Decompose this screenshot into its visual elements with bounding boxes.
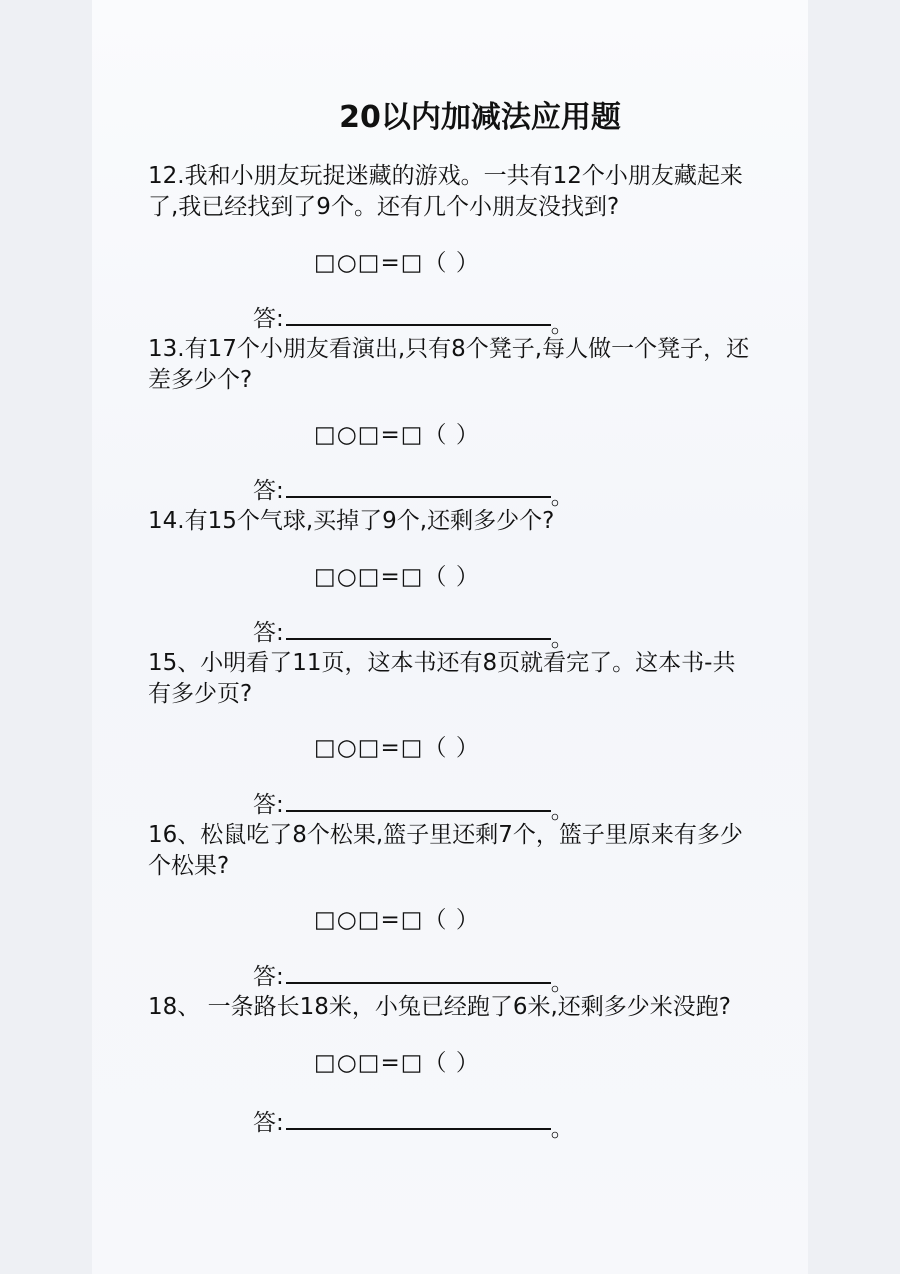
answer-label: 答: xyxy=(253,306,284,332)
answer-label: 答: xyxy=(253,792,284,818)
formula-blank: □○□=□（ ） xyxy=(314,907,480,933)
question-14: 14.有15个气球,买掉了9个,还剩多少个? xyxy=(148,508,555,534)
question-13: 13.有17个小朋友看演出,只有8个凳子,每人做一个凳子，还差多少个? xyxy=(148,336,750,393)
answer-line xyxy=(253,1108,574,1142)
answer-blank[interactable] xyxy=(286,496,551,498)
answer-blank[interactable] xyxy=(286,638,551,640)
answer-label: 答: xyxy=(253,1110,284,1136)
answer-line xyxy=(253,476,574,510)
answer-label: 答: xyxy=(253,620,284,646)
formula-blank: □○□=□（ ） xyxy=(314,564,480,590)
answer-line xyxy=(253,304,574,338)
answer-line xyxy=(253,962,574,996)
answer-blank[interactable] xyxy=(286,1128,551,1130)
formula-blank: □○□=□（ ） xyxy=(314,735,480,761)
answer-period: 。 xyxy=(550,970,574,996)
question-16: 16、松鼠吃了8个松果,篮子里还剩7个，篮子里原来有多少个松果? xyxy=(148,822,743,879)
answer-line xyxy=(253,618,574,652)
answer-period: 。 xyxy=(550,312,574,338)
formula-blank: □○□=□（ ） xyxy=(314,250,480,276)
answer-blank[interactable] xyxy=(286,982,551,984)
answer-blank[interactable] xyxy=(286,810,551,812)
answer-blank[interactable] xyxy=(286,324,551,326)
formula-blank: □○□=□（ ） xyxy=(314,1050,480,1076)
answer-period: 。 xyxy=(550,626,574,652)
answer-period: 。 xyxy=(550,1116,574,1142)
page-title: 20以内加减法应用题 xyxy=(339,100,621,135)
question-18: 18、 一条路长18米，小兔已经跑了6米,还剩多少米没跑? xyxy=(148,994,731,1020)
question-12: 12.我和小朋友玩捉迷藏的游戏。一共有12个小朋友藏起来了,我已经找到了9个。还有几个小朋友没找到? xyxy=(148,163,743,220)
answer-line xyxy=(253,790,574,824)
answer-period: 。 xyxy=(550,798,574,824)
answer-label: 答: xyxy=(253,964,284,990)
question-15: 15、小明看了11页，这本书还有8页就看完了。这本书-共有多少页? xyxy=(148,650,736,707)
answer-period: 。 xyxy=(550,484,574,510)
formula-blank: □○□=□（ ） xyxy=(314,422,480,448)
answer-label: 答: xyxy=(253,478,284,504)
